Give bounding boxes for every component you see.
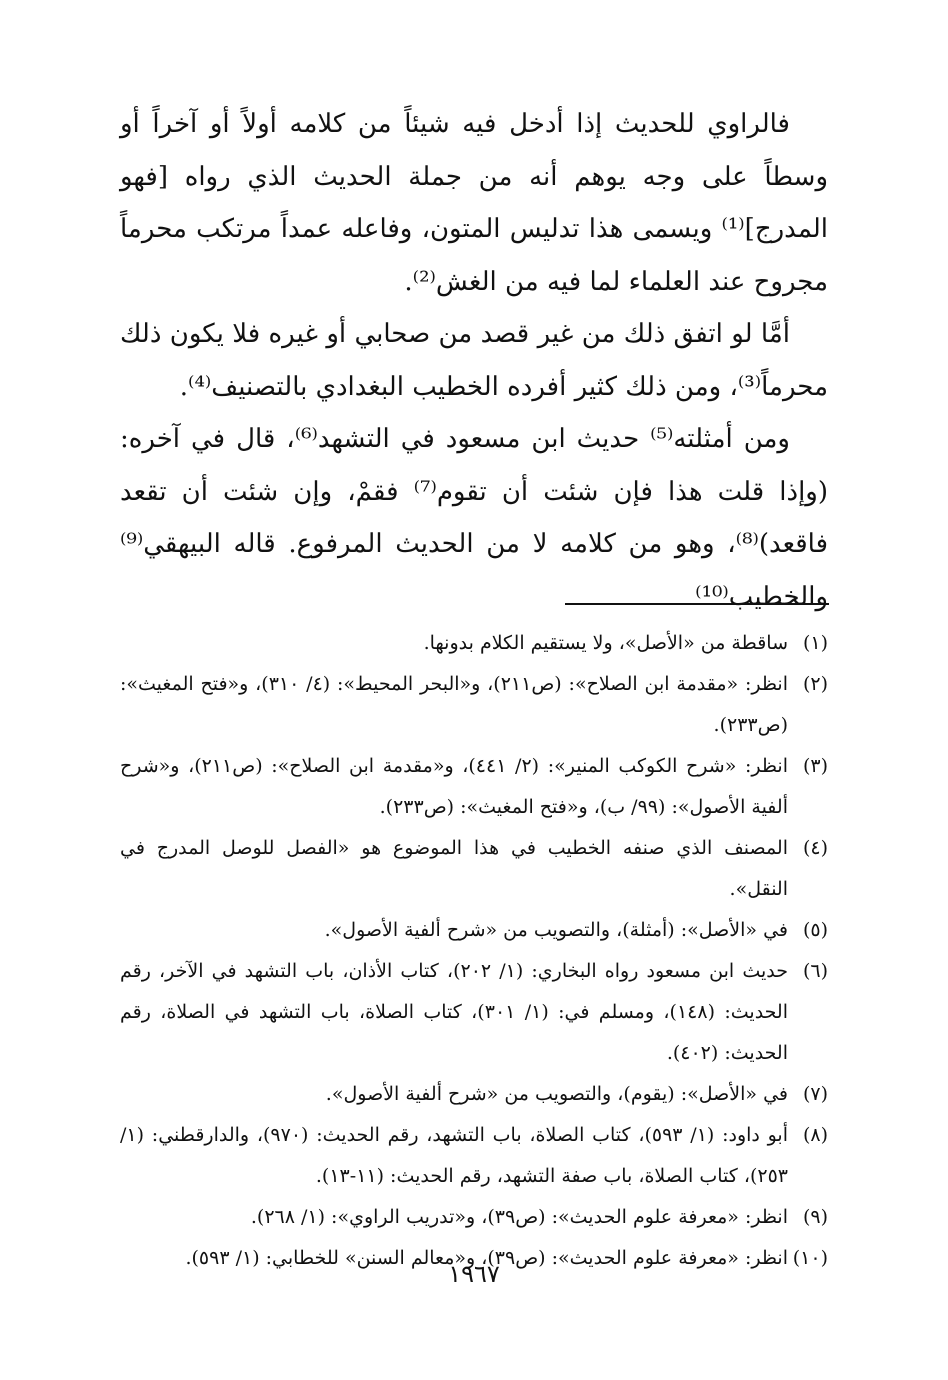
footnote-3 bbox=[120, 746, 828, 828]
footnote-number: (٢) bbox=[802, 673, 828, 695]
footnote-text: انظر: «معرفة علوم الحديث»: (ص٣٩)، و«معالم السنن» للخطابي: (١/ ٥٩٣). bbox=[185, 1247, 788, 1269]
footnote-2 bbox=[120, 664, 828, 746]
footnote-text: حديث ابن مسعود رواه البخاري: (١/ ٢٠٢)، كتاب الأذان، باب التشهد في الآخر، رقم الحديث: (١٤٨)، ومسلم في: (١/ ٣٠١)، كتاب الصلاة، باب التشهد في الصلاة، رقم الحديث: (٤٠٢). bbox=[120, 960, 789, 1064]
footnote-text: في «الأصل»: (أمثلة)، والتصويب من «شرح ألفية الأصول». bbox=[324, 919, 788, 941]
footnote-text: انظر: «شرح الكوكب المنير»: (٢/ ٤٤١)، و«مقدمة ابن الصلاح»: (ص٢١١)، و«شرح ألفية الأصول»: (٩٩/ ب)، و«فتح المغيث»: (ص٢٣٣). bbox=[120, 755, 788, 818]
footnote-7 bbox=[120, 1074, 828, 1115]
footnote-text: المصنف الذي صنفه الخطيب في هذا الموضوع هو «الفصل للوصل المدرج في النقل». bbox=[120, 837, 788, 900]
footnote-number: (٦) bbox=[802, 960, 828, 982]
footnote-separator bbox=[565, 603, 829, 605]
paragraph-3: ومن أمثلته⁽⁵⁾ حديث ابن مسعود في التشهد⁽⁶⁾، قال في آخره: (وإذا قلت هذا فإن شئت أن تقوم⁽⁷⁾ فقمْ، وإن شئت أن تقعد فاقعد)⁽⁸⁾، وهو من كلامه لا من الحديث المرفوع. قاله البيهقي⁽⁹⁾ والخطيب⁽¹⁰⁾ bbox=[120, 424, 829, 612]
footnote-text: انظر: «مقدمة ابن الصلاح»: (ص٢١١)، و«البحر المحيط»: (٤/ ٣١٠)، و«فتح المغيث»: (ص٢٣٣). bbox=[120, 673, 789, 736]
footnote-number: (٧) bbox=[802, 1083, 828, 1105]
footnote-1 bbox=[120, 623, 828, 664]
footnote-number: (١٠) bbox=[792, 1247, 828, 1269]
footnote-number: (٣) bbox=[802, 755, 828, 777]
footnote-8 bbox=[120, 1115, 828, 1197]
footnote-text: انظر: «معرفة علوم الحديث»: (ص٣٩)، و«تدريب الراوي»: (١/ ٢٦٨). bbox=[250, 1206, 788, 1228]
footnote-6 bbox=[120, 951, 828, 1074]
footnote-number: (١) bbox=[802, 632, 828, 654]
footnote-text: أبو داود: (١/ ٥٩٣)، كتاب الصلاة، باب التشهد، رقم الحديث: (٩٧٠)، والدارقطني: (١/ ٢٥٣)، كتاب الصلاة، باب صفة التشهد، رقم الحديث: (١١-١٣). bbox=[120, 1124, 788, 1187]
footnote-5 bbox=[120, 910, 828, 951]
paragraph-2: أمَّا لو اتفق ذلك من غير قصد من صحابي أو غيره فلا يكون ذلك محرماً⁽³⁾، ومن ذلك كثير أفرده الخطيب البغدادي بالتصنيف⁽⁴⁾. bbox=[120, 319, 828, 402]
footnote-number: (٩) bbox=[802, 1206, 828, 1228]
footnote-text: ساقطة من «الأصل»، ولا يستقيم الكلام بدونها. bbox=[423, 632, 788, 654]
paragraph-1: فالراوي للحديث إذا أدخل فيه شيئاً من كلامه أولاً أو آخراً أو وسطاً على وجه يوهم أنه من جملة الحديث الذي رواه [فهو المدرج]⁽¹⁾ ويسمى هذا تدليس المتون، وفاعله عمداً مرتكب محرماً مجروح عند العلماء لما فيه من الغش⁽²⁾. bbox=[120, 109, 828, 297]
footnote-4 bbox=[120, 828, 828, 910]
page-number: ١٩٦٧ bbox=[448, 1260, 500, 1288]
footnotes bbox=[120, 623, 828, 1279]
main-text bbox=[120, 98, 828, 623]
footnote-9 bbox=[120, 1197, 828, 1238]
footnote-number: (٨) bbox=[802, 1124, 828, 1146]
footnote-number: (٥) bbox=[802, 919, 828, 941]
footnote-number: (٤) bbox=[802, 837, 828, 859]
footnote-text: في «الأصل»: (يقوم)، والتصويب من «شرح ألفية الأصول». bbox=[325, 1083, 788, 1105]
